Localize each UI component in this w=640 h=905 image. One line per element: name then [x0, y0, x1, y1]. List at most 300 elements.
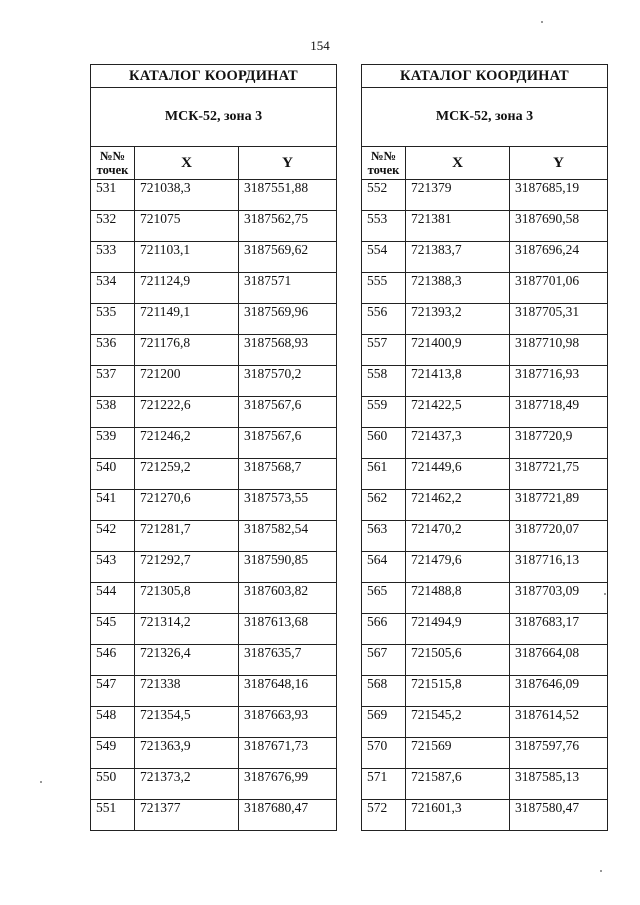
point-number-value: 554 [367, 242, 388, 257]
y-coordinate-value: 3187701,06 [515, 273, 580, 288]
x-coordinate-cell [135, 242, 239, 273]
x-coordinate-value: 721505,6 [411, 645, 462, 660]
x-coordinate-value: 721449,6 [411, 459, 462, 474]
y-coordinate-value: 3187648,16 [244, 676, 309, 691]
point-number-cell [91, 490, 135, 521]
y-coordinate-cell [239, 583, 337, 614]
x-coordinate-cell [135, 800, 239, 831]
table-row [91, 211, 337, 242]
x-coordinate-value: 721338 [140, 676, 181, 691]
x-coordinate-cell [406, 397, 510, 428]
x-coordinate-value: 721569 [411, 738, 452, 753]
y-coordinate-value: 3187683,17 [515, 614, 580, 629]
table-row [91, 397, 337, 428]
y-coordinate-value: 3187705,31 [515, 304, 580, 319]
point-number-cell [91, 800, 135, 831]
y-coordinate-cell [239, 769, 337, 800]
y-coordinate-value: 3187568,93 [244, 335, 309, 350]
y-coordinate-cell [239, 552, 337, 583]
table-row [91, 738, 337, 769]
point-number-cell [362, 397, 406, 428]
catalog-zone: МСК-52, зона 3 [362, 88, 608, 147]
point-number-value: 547 [96, 676, 117, 691]
x-coordinate-value: 721292,7 [140, 552, 191, 567]
x-coordinate-cell [135, 490, 239, 521]
x-coordinate-value: 721479,6 [411, 552, 462, 567]
y-coordinate-cell [239, 273, 337, 304]
table-row [91, 583, 337, 614]
y-coordinate-value: 3187690,58 [515, 211, 580, 226]
column-header-y: Y [510, 147, 608, 180]
table-row [362, 273, 608, 304]
y-coordinate-value: 3187721,75 [515, 459, 580, 474]
y-coordinate-cell [510, 800, 608, 831]
y-coordinate-value: 3187568,7 [244, 459, 302, 474]
y-coordinate-value: 3187590,85 [244, 552, 309, 567]
x-coordinate-cell [135, 521, 239, 552]
x-coordinate-value: 721259,2 [140, 459, 191, 474]
x-coordinate-value: 721103,1 [140, 242, 191, 257]
x-coordinate-cell [135, 645, 239, 676]
point-number-value: 564 [367, 552, 388, 567]
y-coordinate-value: 3187635,7 [244, 645, 302, 660]
x-coordinate-value: 721354,5 [140, 707, 191, 722]
table-row [91, 273, 337, 304]
table-row [362, 800, 608, 831]
point-number-value: 565 [367, 583, 388, 598]
y-coordinate-value: 3187567,6 [244, 428, 302, 443]
y-coordinate-cell [239, 211, 337, 242]
x-coordinate-value: 721149,1 [140, 304, 191, 319]
x-coordinate-value: 721246,2 [140, 428, 191, 443]
table-row [91, 707, 337, 738]
point-number-value: 555 [367, 273, 388, 288]
point-number-cell [91, 707, 135, 738]
x-coordinate-value: 721413,8 [411, 366, 462, 381]
y-coordinate-cell [510, 490, 608, 521]
point-number-value: 536 [96, 335, 117, 350]
table-row [91, 552, 337, 583]
table-row [91, 428, 337, 459]
y-coordinate-value: 3187582,54 [244, 521, 309, 536]
y-coordinate-cell [239, 366, 337, 397]
y-coordinate-cell [239, 397, 337, 428]
y-coordinate-value: 3187664,08 [515, 645, 580, 660]
scan-speck [541, 21, 543, 23]
table-row [91, 459, 337, 490]
x-coordinate-value: 721200 [140, 366, 181, 381]
catalog-header-row [91, 147, 337, 180]
y-coordinate-cell [239, 459, 337, 490]
x-coordinate-value: 721515,8 [411, 676, 462, 691]
point-number-cell [362, 800, 406, 831]
y-coordinate-cell [239, 614, 337, 645]
column-header-number [362, 147, 406, 180]
x-coordinate-cell [135, 304, 239, 335]
table-row [362, 242, 608, 273]
point-number-cell [91, 769, 135, 800]
column-header-number-line2: точек [367, 163, 400, 177]
table-row [362, 180, 608, 211]
point-number-cell [91, 428, 135, 459]
table-row [362, 335, 608, 366]
point-number-value: 556 [367, 304, 388, 319]
y-coordinate-cell [510, 428, 608, 459]
point-number-value: 571 [367, 769, 388, 784]
point-number-value: 572 [367, 800, 388, 815]
column-header-number-line2: точек [96, 163, 129, 177]
table-row [362, 738, 608, 769]
y-coordinate-value: 3187663,93 [244, 707, 309, 722]
y-coordinate-value: 3187721,89 [515, 490, 580, 505]
point-number-cell [362, 366, 406, 397]
y-coordinate-value: 3187562,75 [244, 211, 309, 226]
x-coordinate-value: 721281,7 [140, 521, 191, 536]
point-number-cell [91, 583, 135, 614]
x-coordinate-value: 721545,2 [411, 707, 462, 722]
y-coordinate-value: 3187585,13 [515, 769, 580, 784]
x-coordinate-cell [406, 242, 510, 273]
y-coordinate-value: 3187671,73 [244, 738, 309, 753]
x-coordinate-value: 721388,3 [411, 273, 462, 288]
point-number-value: 542 [96, 521, 117, 536]
x-coordinate-value: 721379 [411, 180, 452, 195]
table-row [362, 366, 608, 397]
point-number-value: 534 [96, 273, 117, 288]
x-coordinate-value: 721038,3 [140, 180, 191, 195]
y-coordinate-cell [239, 335, 337, 366]
x-coordinate-cell [135, 211, 239, 242]
point-number-value: 543 [96, 552, 117, 567]
x-coordinate-value: 721305,8 [140, 583, 191, 598]
y-coordinate-value: 3187676,99 [244, 769, 309, 784]
x-coordinate-value: 721393,2 [411, 304, 462, 319]
point-number-cell [362, 769, 406, 800]
y-coordinate-value: 3187569,96 [244, 304, 309, 319]
scan-speck [600, 870, 602, 872]
x-coordinate-cell [406, 490, 510, 521]
y-coordinate-value: 3187571 [244, 273, 292, 288]
y-coordinate-cell [239, 738, 337, 769]
y-coordinate-value: 3187696,24 [515, 242, 580, 257]
y-coordinate-cell [510, 397, 608, 428]
y-coordinate-cell [510, 211, 608, 242]
point-number-cell [91, 521, 135, 552]
point-number-value: 535 [96, 304, 117, 319]
point-number-value: 568 [367, 676, 388, 691]
y-coordinate-cell [239, 676, 337, 707]
point-number-cell [362, 676, 406, 707]
x-coordinate-cell [135, 707, 239, 738]
y-coordinate-value: 3187580,47 [515, 800, 580, 815]
y-coordinate-cell [510, 614, 608, 645]
y-coordinate-cell [510, 304, 608, 335]
x-coordinate-value: 721601,3 [411, 800, 462, 815]
x-coordinate-value: 721437,3 [411, 428, 462, 443]
table-row [362, 614, 608, 645]
point-number-cell [91, 335, 135, 366]
catalog-title: КАТАЛОГ КООРДИНАТ [362, 65, 608, 88]
point-number-cell [91, 676, 135, 707]
y-coordinate-value: 3187567,6 [244, 397, 302, 412]
column-header-x: X [406, 147, 510, 180]
point-number-cell [362, 459, 406, 490]
x-coordinate-value: 721314,2 [140, 614, 191, 629]
point-number-cell [362, 211, 406, 242]
table-row [91, 490, 337, 521]
y-coordinate-cell [239, 521, 337, 552]
point-number-cell [362, 738, 406, 769]
point-number-cell [91, 304, 135, 335]
x-coordinate-cell [406, 180, 510, 211]
y-coordinate-value: 3187614,52 [515, 707, 580, 722]
table-row [362, 583, 608, 614]
x-coordinate-value: 721422,5 [411, 397, 462, 412]
point-number-cell [362, 335, 406, 366]
catalog-title: КАТАЛОГ КООРДИНАТ [91, 65, 337, 88]
point-number-value: 549 [96, 738, 117, 753]
table-row [362, 552, 608, 583]
y-coordinate-cell [510, 769, 608, 800]
y-coordinate-value: 3187569,62 [244, 242, 309, 257]
y-coordinate-cell [239, 180, 337, 211]
table-row [362, 211, 608, 242]
x-coordinate-value: 721124,9 [140, 273, 191, 288]
point-number-value: 552 [367, 180, 388, 195]
point-number-cell [91, 242, 135, 273]
point-number-cell [362, 273, 406, 304]
point-number-cell [362, 521, 406, 552]
y-coordinate-cell [239, 304, 337, 335]
table-row [362, 676, 608, 707]
x-coordinate-value: 721363,9 [140, 738, 191, 753]
point-number-value: 540 [96, 459, 117, 474]
point-number-cell [91, 366, 135, 397]
y-coordinate-value: 3187613,68 [244, 614, 309, 629]
table-row [91, 645, 337, 676]
x-coordinate-cell [135, 552, 239, 583]
point-number-value: 566 [367, 614, 388, 629]
x-coordinate-cell [406, 645, 510, 676]
y-coordinate-value: 3187720,07 [515, 521, 580, 536]
y-coordinate-value: 3187710,98 [515, 335, 580, 350]
table-row [362, 521, 608, 552]
column-header-y: Y [239, 147, 337, 180]
table-row [362, 428, 608, 459]
column-header-x: X [135, 147, 239, 180]
x-coordinate-value: 721373,2 [140, 769, 191, 784]
x-coordinate-value: 721470,2 [411, 521, 462, 536]
point-number-value: 563 [367, 521, 388, 536]
x-coordinate-value: 721222,6 [140, 397, 191, 412]
y-coordinate-value: 3187551,88 [244, 180, 309, 195]
point-number-cell [91, 738, 135, 769]
x-coordinate-cell [406, 428, 510, 459]
y-coordinate-cell [510, 366, 608, 397]
point-number-value: 560 [367, 428, 388, 443]
table-row [91, 242, 337, 273]
table-row [91, 521, 337, 552]
x-coordinate-value: 721270,6 [140, 490, 191, 505]
point-number-value: 545 [96, 614, 117, 629]
x-coordinate-cell [135, 397, 239, 428]
x-coordinate-value: 721075 [140, 211, 181, 226]
x-coordinate-value: 721400,9 [411, 335, 462, 350]
y-coordinate-cell [510, 738, 608, 769]
y-coordinate-value: 3187573,55 [244, 490, 309, 505]
y-coordinate-cell [510, 459, 608, 490]
x-coordinate-cell [406, 273, 510, 304]
y-coordinate-value: 3187716,13 [515, 552, 580, 567]
x-coordinate-cell [406, 521, 510, 552]
catalog-zone: МСК-52, зона 3 [91, 88, 337, 147]
y-coordinate-value: 3187716,93 [515, 366, 580, 381]
table-row [362, 304, 608, 335]
coordinate-catalog-left [90, 64, 337, 831]
scan-speck [604, 593, 606, 595]
point-number-cell [362, 645, 406, 676]
point-number-value: 569 [367, 707, 388, 722]
x-coordinate-value: 721381 [411, 211, 452, 226]
table-row [91, 180, 337, 211]
point-number-value: 561 [367, 459, 388, 474]
point-number-cell [91, 552, 135, 583]
table-row [362, 645, 608, 676]
x-coordinate-cell [406, 366, 510, 397]
point-number-cell [362, 242, 406, 273]
table-row [362, 397, 608, 428]
column-header-number-line1: №№ [99, 149, 126, 163]
x-coordinate-value: 721176,8 [140, 335, 191, 350]
table-row [91, 335, 337, 366]
x-coordinate-cell [135, 676, 239, 707]
table-row [362, 459, 608, 490]
point-number-value: 559 [367, 397, 388, 412]
y-coordinate-cell [239, 242, 337, 273]
y-coordinate-cell [510, 645, 608, 676]
point-number-value: 548 [96, 707, 117, 722]
point-number-value: 550 [96, 769, 117, 784]
y-coordinate-value: 3187718,49 [515, 397, 580, 412]
point-number-cell [362, 552, 406, 583]
x-coordinate-value: 721383,7 [411, 242, 462, 257]
point-number-cell [362, 428, 406, 459]
x-coordinate-cell [406, 800, 510, 831]
x-coordinate-cell [406, 738, 510, 769]
y-coordinate-cell [239, 428, 337, 459]
table-row [91, 676, 337, 707]
x-coordinate-cell [135, 769, 239, 800]
point-number-cell [91, 459, 135, 490]
catalog-header-row [362, 147, 608, 180]
point-number-value: 551 [96, 800, 117, 815]
x-coordinate-cell [406, 676, 510, 707]
point-number-cell [362, 614, 406, 645]
table-row [362, 707, 608, 738]
y-coordinate-cell [239, 707, 337, 738]
x-coordinate-cell [135, 273, 239, 304]
point-number-value: 557 [367, 335, 388, 350]
y-coordinate-cell [510, 180, 608, 211]
y-coordinate-value: 3187685,19 [515, 180, 580, 195]
y-coordinate-cell [510, 521, 608, 552]
point-number-value: 537 [96, 366, 117, 381]
x-coordinate-cell [406, 459, 510, 490]
x-coordinate-cell [406, 614, 510, 645]
x-coordinate-cell [135, 366, 239, 397]
point-number-cell [362, 583, 406, 614]
point-number-value: 538 [96, 397, 117, 412]
x-coordinate-cell [135, 428, 239, 459]
point-number-value: 570 [367, 738, 388, 753]
table-row [91, 769, 337, 800]
point-number-cell [91, 645, 135, 676]
x-coordinate-value: 721326,4 [140, 645, 191, 660]
table-row [91, 614, 337, 645]
point-number-value: 533 [96, 242, 117, 257]
coordinate-catalog-right [361, 64, 608, 831]
point-number-value: 553 [367, 211, 388, 226]
point-number-cell [91, 614, 135, 645]
x-coordinate-cell [406, 335, 510, 366]
table-row [362, 490, 608, 521]
point-number-value: 541 [96, 490, 117, 505]
table-row [91, 366, 337, 397]
x-coordinate-cell [406, 769, 510, 800]
y-coordinate-value: 3187646,09 [515, 676, 580, 691]
x-coordinate-value: 721488,8 [411, 583, 462, 598]
y-coordinate-value: 3187603,82 [244, 583, 309, 598]
column-header-number-line1: №№ [370, 149, 397, 163]
y-coordinate-value: 3187680,47 [244, 800, 309, 815]
x-coordinate-cell [406, 583, 510, 614]
point-number-value: 562 [367, 490, 388, 505]
x-coordinate-value: 721462,2 [411, 490, 462, 505]
x-coordinate-cell [135, 738, 239, 769]
y-coordinate-cell [510, 583, 608, 614]
y-coordinate-cell [510, 707, 608, 738]
table-row [362, 769, 608, 800]
x-coordinate-cell [406, 304, 510, 335]
scan-speck [40, 781, 42, 783]
x-coordinate-value: 721494,9 [411, 614, 462, 629]
table-row [91, 800, 337, 831]
y-coordinate-cell [510, 242, 608, 273]
point-number-cell [362, 707, 406, 738]
page-number: 154 [310, 38, 330, 53]
point-number-cell [362, 180, 406, 211]
point-number-value: 532 [96, 211, 117, 226]
y-coordinate-value: 3187597,76 [515, 738, 580, 753]
y-coordinate-value: 3187720,9 [515, 428, 573, 443]
y-coordinate-value: 3187570,2 [244, 366, 302, 381]
point-number-cell [91, 397, 135, 428]
x-coordinate-value: 721377 [140, 800, 181, 815]
point-number-cell [91, 273, 135, 304]
y-coordinate-cell [510, 676, 608, 707]
x-coordinate-cell [406, 707, 510, 738]
point-number-cell [362, 490, 406, 521]
y-coordinate-cell [239, 645, 337, 676]
y-coordinate-value: 3187703,09 [515, 583, 580, 598]
point-number-value: 558 [367, 366, 388, 381]
y-coordinate-cell [239, 490, 337, 521]
point-number-cell [91, 211, 135, 242]
point-number-value: 567 [367, 645, 388, 660]
point-number-cell [91, 180, 135, 211]
point-number-value: 544 [96, 583, 117, 598]
column-header-number [91, 147, 135, 180]
